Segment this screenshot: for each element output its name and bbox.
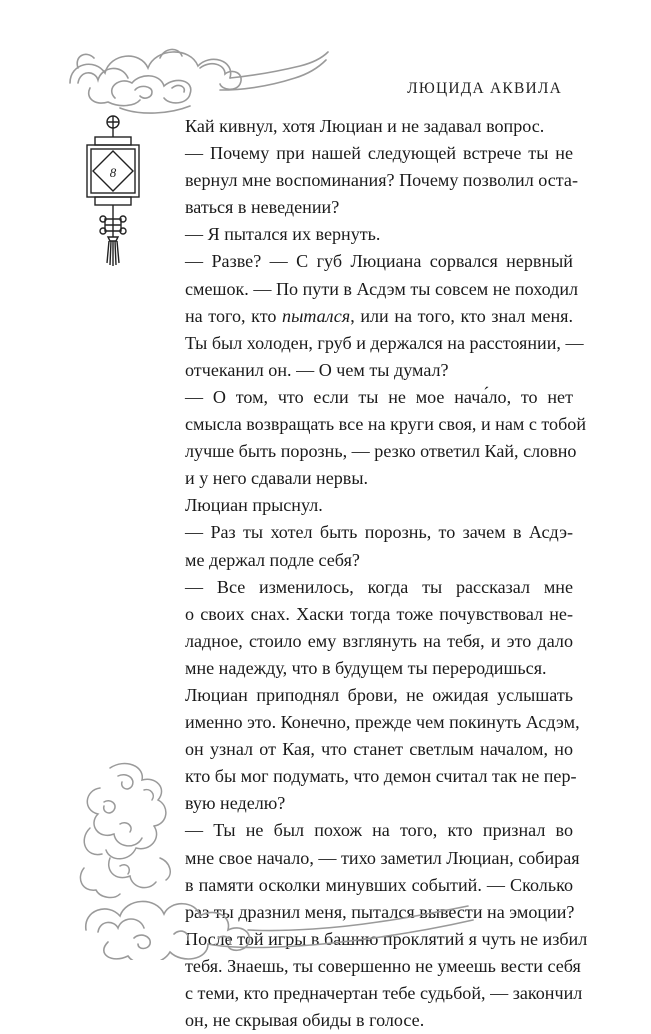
cloud-ornament-icon [60, 28, 330, 118]
text-line: вую неделю? [185, 793, 286, 814]
paragraph [160, 519, 573, 573]
text-line: — Раз ты хотел быть порознь, то зачем в Асдэ- [185, 522, 573, 543]
paragraph [160, 682, 580, 817]
text-line: он, не скрывая обиды в голосе. [185, 1010, 425, 1031]
cloud-ornament-icon [78, 880, 478, 960]
text-line: — О том, что если ты не мое нача́ло, то нет [185, 386, 573, 407]
text-line: Люциан приподнял брови, не ожидая услышать [185, 684, 573, 705]
text-line: Люциан прыснул. [185, 495, 323, 516]
text-line: вернул мне воспоминания? Почему позволил оста- [185, 170, 578, 191]
text-line: и у него сдавали нервы. [185, 468, 369, 489]
text-line: о своих снах. Хаски тогда тоже почувствовал не- [185, 603, 573, 624]
text-line: Ты был холоден, груб и держался на расстоянии, — [185, 332, 584, 353]
text-line: лучше быть порознь, — резко ответил Кай, словно [185, 441, 577, 462]
italic-word: пытался [282, 305, 351, 326]
text-line: — Ты не был похож на того, кто признал во [185, 820, 573, 841]
paragraph [160, 384, 587, 492]
text-line: — Я пытался их вернуть. [185, 224, 381, 245]
text-line: отчеканил он. — О чем ты думал? [185, 359, 449, 380]
text-line: мне надежду, что в будущем ты переродишься. [185, 657, 547, 678]
chinese-knot-pendant-icon [83, 113, 143, 268]
text-line: именно это. Конечно, прежде чем покинуть Асдэм, [185, 712, 580, 733]
text-line: — Почему при нашей следующей встрече ты не [185, 143, 573, 164]
text-line: смысла возвращать все на круги своя, и нам с тобой [185, 414, 587, 435]
text-line: в памяти осколки минувших событий. — Сколько [185, 874, 573, 895]
text-fragment: на того, кто [185, 305, 283, 326]
paragraph [160, 574, 573, 682]
text-line: ме держал подле себя? [185, 549, 360, 570]
paragraph [160, 492, 573, 519]
text-line: он узнал от Кая, что станет светлым началом, но [185, 739, 573, 760]
text-line: ладное, стоило ему взглянуть на тебя, и это дало [185, 630, 573, 651]
chapter-number: 8 [109, 165, 117, 180]
paragraph [160, 140, 578, 221]
text-line [160, 303, 573, 330]
text-line: кто бы мог подумать, что демон считал так не пер- [185, 766, 577, 787]
paragraph [160, 113, 573, 140]
text-line: ваться в неведении? [185, 197, 340, 218]
text-fragment: , или на того, кто знал меня. [350, 305, 574, 326]
text-line: смешок. — По пути в Асдэм ты совсем не походил [185, 278, 579, 299]
text-line: После той игры в башню проклятий я чуть не избил [185, 928, 588, 949]
text-line: с теми, кто предначертан тебе судьбой, — закончил [185, 983, 583, 1003]
paragraph [160, 248, 584, 383]
text-line: — Все изменилось, когда ты рассказал мне [185, 576, 573, 597]
text-line: раз ты дразнил меня, пытался вывести на эмоции? [185, 901, 575, 922]
text-line: Кай кивнул, хотя Люциан и не задавал вопрос. [185, 116, 545, 136]
text-line: мне свое начало, — тихо заметил Люциан, собирая [185, 847, 580, 868]
text-line: тебя. Знаешь, ты совершенно не умеешь вести себя [185, 955, 581, 976]
running-header: ЛЮЦИДА АКВИЛА [407, 80, 562, 97]
paragraph [160, 221, 573, 248]
text-line: — Разве? — С губ Люциана сорвался нервный [185, 251, 573, 272]
